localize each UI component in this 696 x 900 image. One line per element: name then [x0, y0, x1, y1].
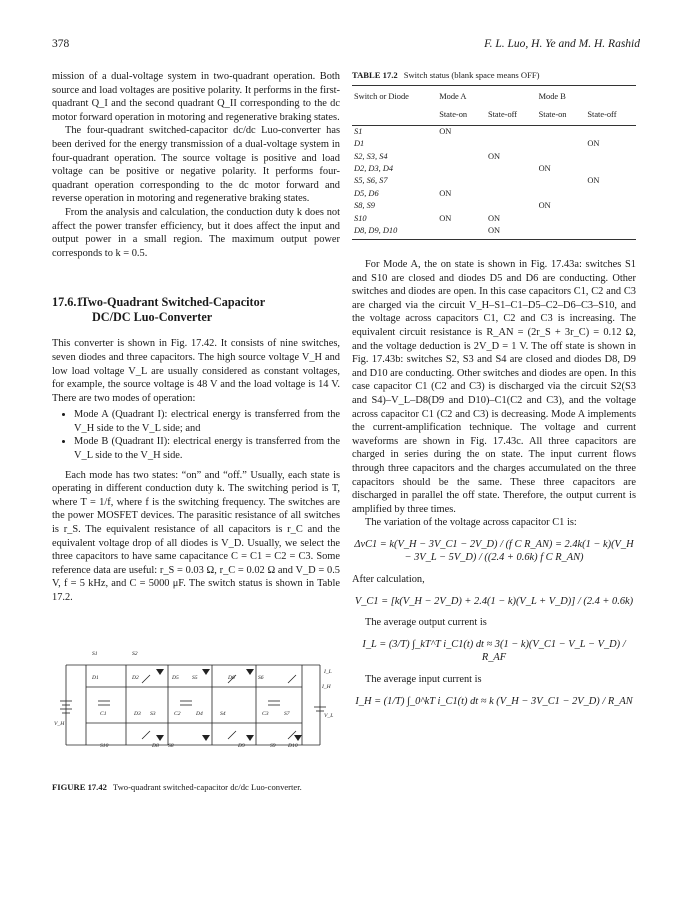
circuit-label: D9 [238, 743, 245, 749]
circuit-label: S2 [132, 651, 138, 657]
circuit-label: D5 [172, 675, 179, 681]
paragraph: The four-quadrant switched-capacitor dc/dc Luo-converter has been derived for the energy transmission of a dual-voltage system in four-quadrant operation. The source voltage is positive and load voltage can be positive or negative polarity. It performs four-quadrant operation corresponding to the dc motor forward and reverse operation in motoring and regenerative braking states. [52, 125, 340, 205]
paragraph: The average input current is [365, 674, 482, 686]
table-row: D1 ON [354, 139, 600, 149]
paragraph: The average output current is [365, 617, 487, 629]
table-row: S1 ON [354, 126, 452, 136]
table-row: S10 ON ON [354, 213, 501, 223]
circuit-label: S3 [150, 711, 156, 717]
equation-delta-vc1: ΔvC1 = k(V_H − 3V_C1 − 2V_D) / (f C R_AN) = 2.4k(1 − k)(V_H − 3V_L − 5V_D) / ((2.4 + 0.6k) f C R_AN) [354, 538, 634, 564]
table-row: S2, S3, S4 ON [354, 151, 501, 161]
table-caption [352, 70, 636, 80]
switch-status-table [352, 70, 636, 240]
circuit-label: C1 [100, 711, 107, 717]
circuit-diagram [52, 643, 340, 758]
table-row: S8, S9 ON [354, 201, 551, 211]
table-caption-text: Switch status (blank space means OFF) [403, 70, 540, 80]
circuit-label: D1 [92, 675, 99, 681]
paragraph: This converter is shown in Fig. 17.42. It consists of nine switches, seven diodes and three capacitors. The high source voltage V_H and low load voltage V_L are usually considered as constant voltages, for example, the source voltage is 48 V and the load voltage is 14 V. There are two modes of operation: [52, 338, 340, 404]
figure-caption-text: Two-quadrant switched-capacitor dc/dc Luo-converter. [112, 782, 302, 792]
section-number: 17.6.1 [52, 295, 83, 310]
state-off-header: State-off [585, 106, 636, 125]
table-row: D8, D9, D10 ON [352, 225, 636, 240]
section-heading [52, 295, 340, 325]
figure-caption [52, 782, 302, 792]
state-on-header: State-on [437, 106, 486, 125]
page-number: 378 [52, 38, 70, 50]
table-label: TABLE 17.2 [352, 70, 398, 80]
list-item: • Mode B (Quadrant II): electrical energy is transferred from the V_L side to the V_H side. [74, 435, 340, 462]
equation-ih: I_H = (1/T) ∫_0^kT i_C1(t) dt ≈ k (V_H − 3V_C1 − 2V_D) / R_AN [355, 695, 633, 707]
paragraph: For Mode A, the on state is shown in Fig. 17.43a: switches S1 and S10 are closed and diodes D5 and D6 are conducting. Other switches and diodes are open. In this case capacitors C1, C2 and C3 are charged via the circuit V_H–S1–C1–D5–C2–D6–C3–S10, and the voltage across capacitors C1, C2 and C3 is increasing. The equivalent circuit resistance is R_AN = (2r_S + 3r_C) = 0.12 Ω, and the voltage deduction is 2V_D = 1 V. The off state is shown in Fig. 17.43b: switches S2, S3 and S4 are closed and diodes D8, D9 and D10 are conducting. Other switches and diodes are open. In this case capacitor C1 (C2 and C3) is discharged via the circuit S2(S3 and S4)–V_L–D8(D9 and D10)–C1(C2 and C3), and the voltage across capacitor C1 (C2 and C3) is decreasing. Mode A implements the current-amplification technique. The voltage and current waveforms are shown in Fig. 17.43c. All three capacitors are charged in series during the on state. The input current flows through three capacitors and the charges accumulated on the three capacitors should be the same. These three capacitors are discharged in parallel the off state. Therefore, the output current is amplified by three times. [352, 259, 636, 515]
circuit-label: D8 [152, 743, 159, 749]
circuit-label: D2 [132, 675, 139, 681]
section-title-line2: DC/DC Luo-Converter [92, 310, 213, 325]
section-title-line1: Two-Quadrant Switched-Capacitor [80, 295, 266, 310]
circuit-label: S5 [192, 675, 198, 681]
paragraph: mission of a dual-voltage system in two-quadrant operation. Both source and load voltages are positive polarity. It performs in the first-quadrant Q_I and the second quadrant Q_II corresponding to the dc motor forward operation in motoring and regenerative braking states. [52, 71, 340, 123]
circuit-label: D6 [228, 675, 235, 681]
circuit-label: D3 [134, 711, 141, 717]
paragraph: Each mode has two states: “on” and “off.” Usually, each state is operating in different conduction duty k. The switching period is T, where T = 1/f, where f is the switching frequency. The switches are the power MOSFET devices. The parasitic resistance of all switches is r_S. The equivalent resistance of all capacitors is r_C and the equivalent voltage drop of all diodes is V_D. Usually, we select the three capacitors to have same capacitance C = C1 = C2 = C3. Some reference data are useful: r_S = 0.03 Ω, r_C = 0.02 Ω and V_D = 0.5 V, f = 5 kHz, and C = 5000 μF. The switch status is shown in Table 17.2. [52, 469, 340, 603]
mode-list [52, 408, 340, 462]
figure-label: FIGURE 17.42 [52, 782, 107, 792]
circuit-label: C2 [174, 711, 181, 717]
circuit-label: V_L [324, 713, 334, 719]
circuit-label: S7 [284, 711, 290, 717]
circuit-label: D4 [196, 711, 203, 717]
mode-b-header: Mode B [537, 86, 636, 107]
circuit-label: S8 [168, 743, 174, 749]
table-row: S5, S6, S7 ON [354, 176, 600, 186]
circuit-label: I_L [324, 669, 332, 675]
circuit-label: S10 [100, 743, 109, 749]
circuit-label: S4 [220, 711, 226, 717]
state-off-header: State-off [486, 106, 537, 125]
paragraph: The variation of the voltage across capacitor C1 is: [365, 517, 577, 529]
col-switch-header: Switch or Diode [352, 86, 437, 107]
circuit-label: S1 [92, 651, 98, 657]
paragraph: From the analysis and calculation, the conduction duty k does not affect the power transfer efficiency, but it does affect the input and output power in a small region. The maximum output power corresponds to k = 0.5. [52, 206, 340, 259]
mode-a-header: Mode A [437, 86, 536, 107]
circuit-label: V_H [54, 721, 65, 727]
table-row: D2, D3, D4 ON [354, 164, 551, 174]
list-item: • Mode A (Quadrant I): electrical energy is transferred from the V_H side to the V_L side; and [74, 408, 340, 435]
circuit-label: D10 [288, 743, 298, 749]
state-on-header: State-on [537, 106, 586, 125]
running-header-authors: F. L. Luo, H. Ye and M. H. Rashid [484, 38, 640, 50]
circuit-label: I_H [322, 684, 331, 690]
left-column [52, 70, 340, 605]
circuit-label: C3 [262, 711, 269, 717]
circuit-label: S6 [258, 675, 264, 681]
table-row: D5, D6 ON [354, 188, 452, 198]
paragraph: After calculation, [352, 574, 425, 586]
equation-vc1: V_C1 = [k(V_H − 2V_D) + 2.4(1 − k)(V_L + V_D)] / (2.4 + 0.6k) [354, 595, 634, 607]
circuit-label: S9 [270, 743, 276, 749]
equation-il: I_L = (3/T) ∫_kT^T i_C1(t) dt ≈ 3(1 − k)(V_C1 − V_L − V_D) / R_AF [362, 638, 626, 664]
right-column [352, 258, 636, 716]
